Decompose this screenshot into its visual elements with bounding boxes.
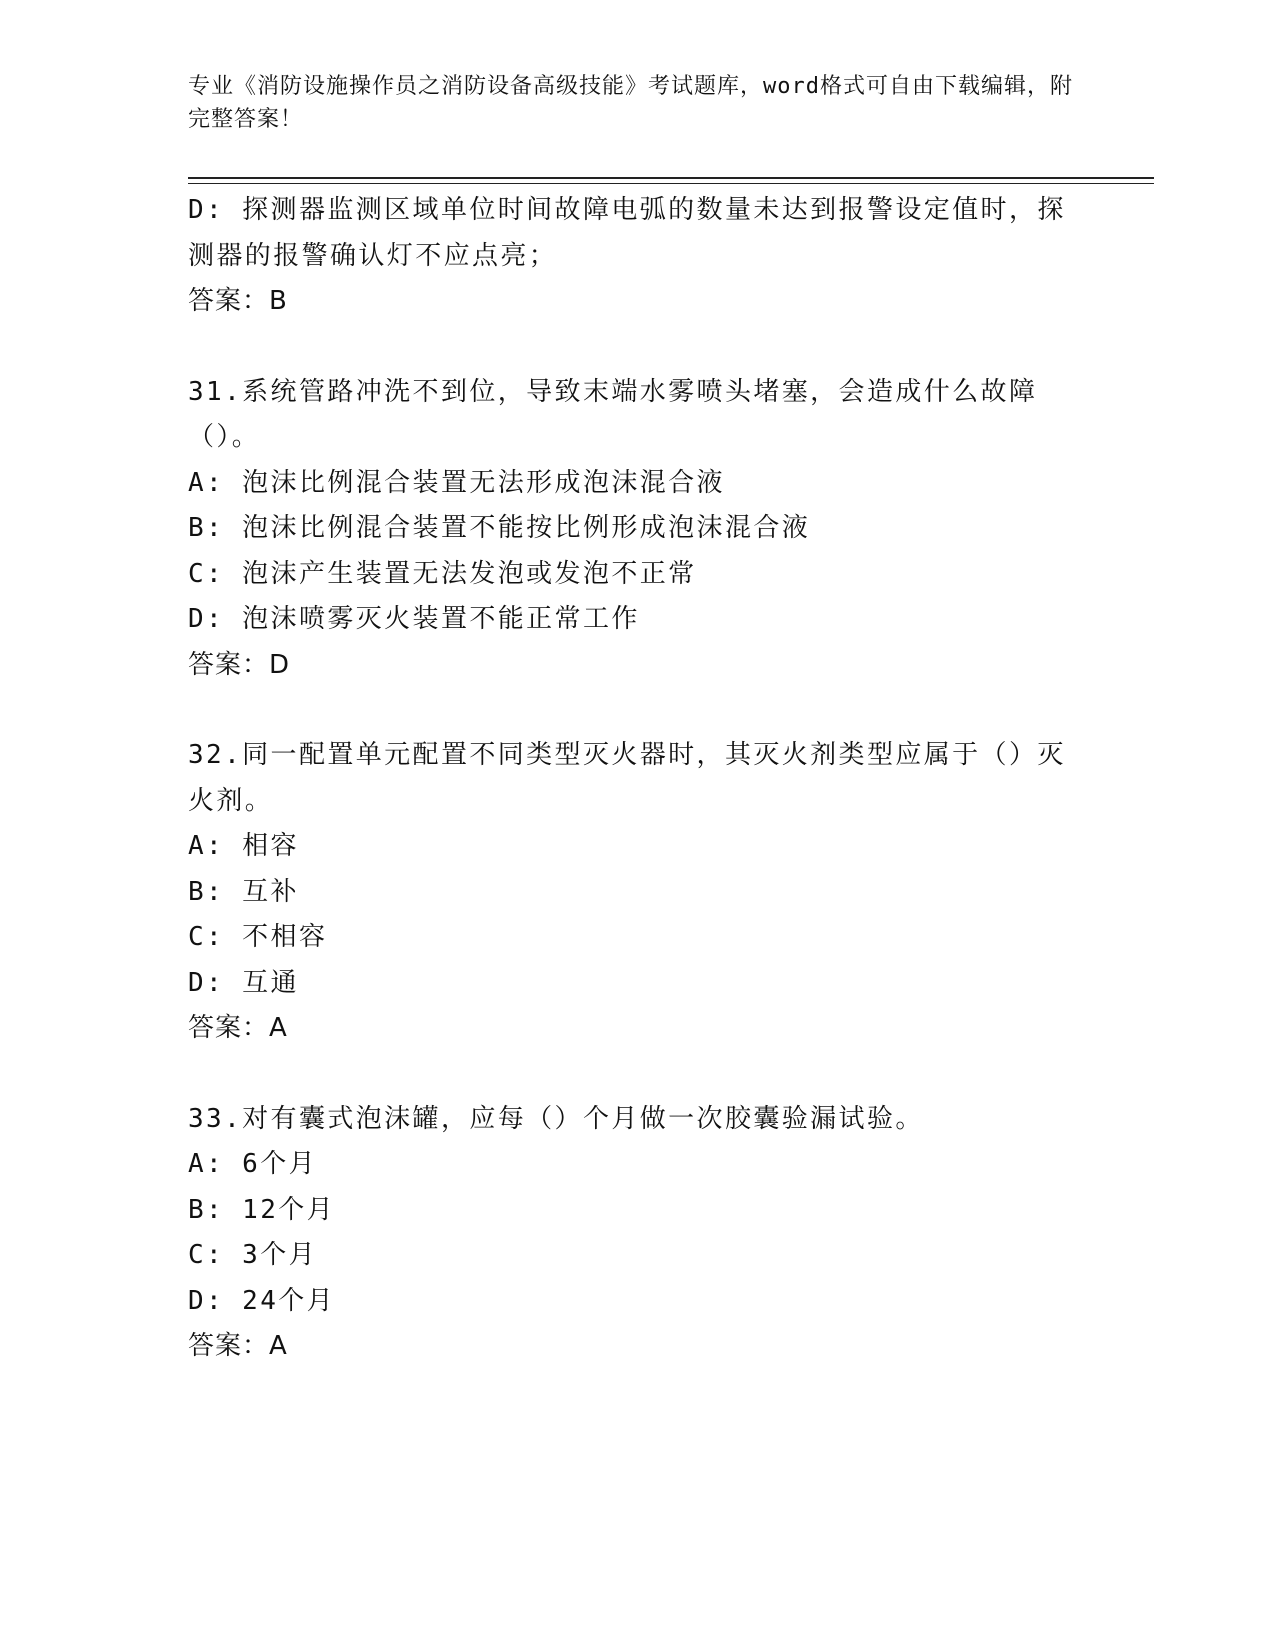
option-b: B: 泡沫比例混合装置不能按比例形成泡沫混合液: [188, 513, 811, 543]
answer-line: 答案：D: [188, 649, 291, 680]
question-list: [188, 188, 1088, 1370]
option-b: B: 12个月: [188, 1194, 336, 1225]
document-header: [188, 70, 1088, 136]
answer-line: 答案：A: [188, 1013, 288, 1043]
option-a: A: 泡沫比例混合装置无法形成泡沫混合液: [188, 467, 725, 498]
option-c: C: 3个月: [188, 1240, 318, 1270]
option-a: A: 相容: [188, 831, 299, 861]
option-c: C: 不相容: [188, 922, 328, 952]
question-stem: 32.同一配置单元配置不同类型灭火器时，其灭火剂类型应属于（）灭火剂。: [188, 740, 1066, 816]
answer-line: 答案：A: [188, 1331, 288, 1361]
option-d: D: 泡沫喷雾灭火装置不能正常工作: [188, 604, 640, 634]
option-c: C: 泡沫产生装置无法发泡或发泡不正常: [188, 558, 697, 589]
question-stem: 33.对有囊式泡沫罐，应每（）个月做一次胶囊验漏试验。: [188, 1103, 924, 1134]
header-text: 专业《消防设施操作员之消防设备高级技能》考试题库，word格式可自由下载编辑，附完整答案！: [188, 74, 1073, 132]
question-32: [188, 733, 1088, 1052]
option-d: D: 互通: [188, 967, 299, 998]
answer-line: 答案：B: [188, 286, 288, 316]
option-b: B: 互补: [188, 876, 299, 907]
option-d: D: 24个月: [188, 1285, 336, 1316]
header-rule-thick: [188, 177, 1154, 179]
option-d: D: 探测器监测区域单位时间故障电弧的数量未达到报警设定值时，探测器的报警确认灯不应点亮；: [188, 195, 1066, 271]
header-rule-thin: [188, 183, 1154, 184]
question-33: [188, 1097, 1088, 1370]
option-a: A: 6个月: [188, 1149, 318, 1179]
question-stem: 31.系统管路冲洗不到位，导致末端水雾喷头堵塞，会造成什么故障（）。: [188, 376, 1038, 452]
carryover-block: [188, 188, 1088, 325]
question-31: [188, 370, 1088, 689]
